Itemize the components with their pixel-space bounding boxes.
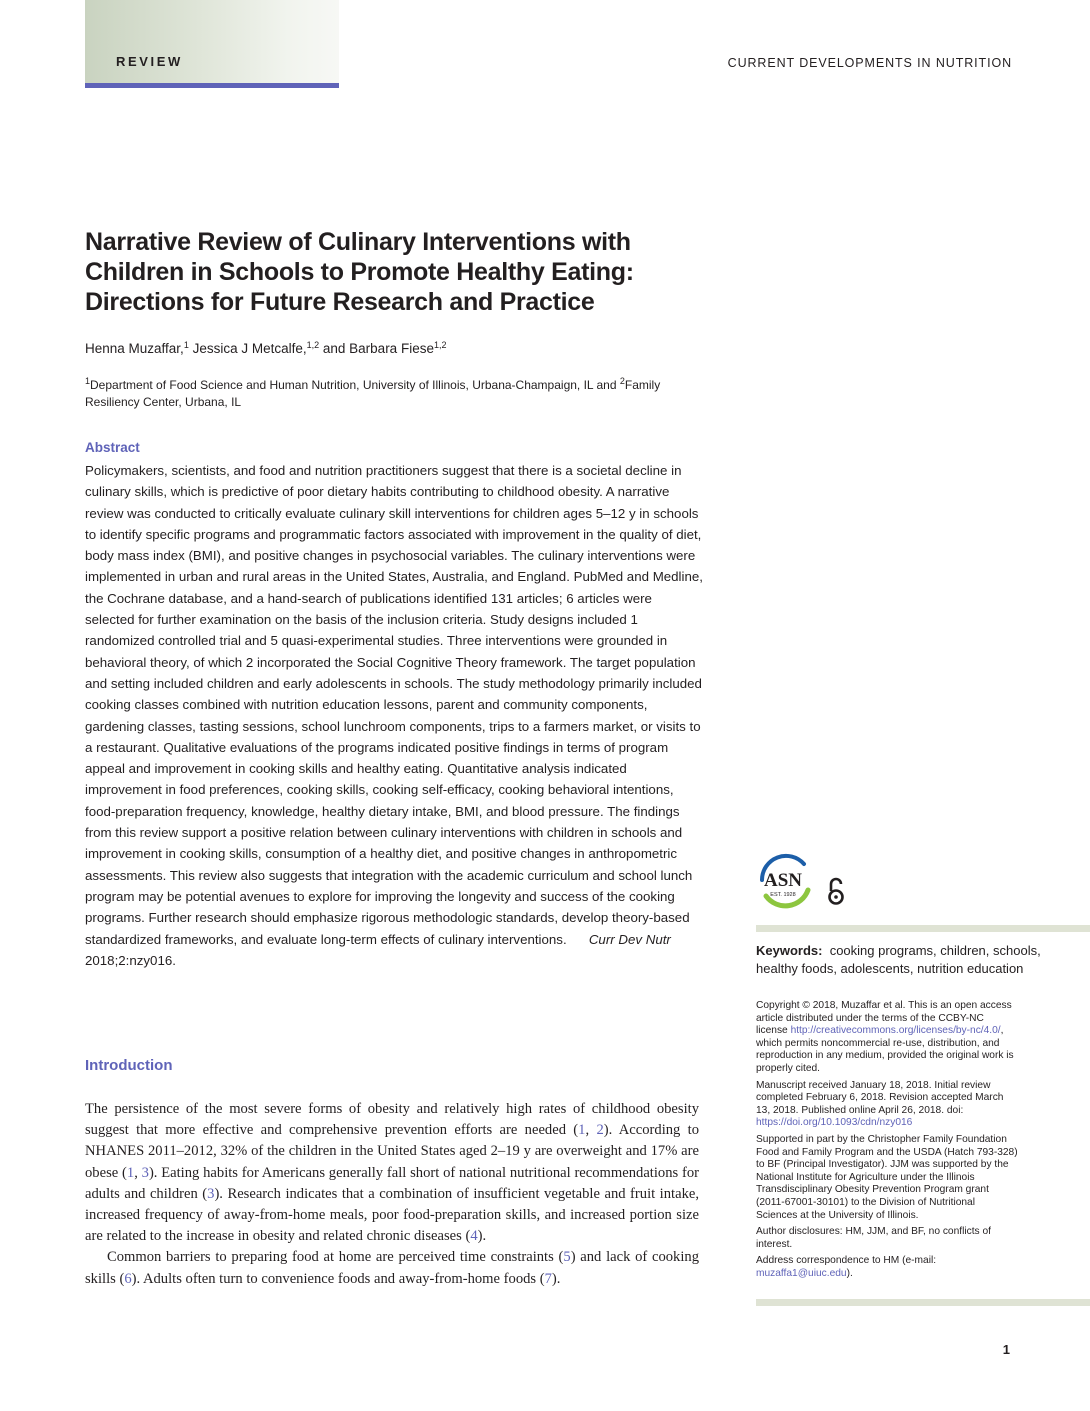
asn-logo — [756, 850, 876, 912]
affiliations — [85, 373, 705, 410]
affiliation-text: Family Resiliency Center, Urbana, IL — [85, 378, 661, 409]
publisher-logos — [756, 850, 876, 912]
copyright-text: Copyright © 2018, Muzaffar et al. This is an open access article distributed under the terms of the CCBY-NC license — [756, 1000, 1012, 1037]
section-tab — [85, 0, 339, 83]
author-name: Jessica J Metcalfe, — [188, 341, 307, 356]
reference-link[interactable]: 3 — [207, 1185, 215, 1202]
journal-name: CURRENT DEVELOPMENTS IN NUTRITION — [727, 56, 1012, 70]
article-notes — [756, 1000, 1018, 1284]
introduction-body — [85, 1099, 699, 1290]
reference-link[interactable]: 1 — [126, 1164, 135, 1181]
abstract-paragraph: Policymakers, scientists, and food and nutrition practitioners suggest that there is a societal decline in culinary skills, which is predictive of poor dietary habits contributing to childhood obesity. A narrative review was conducted to critically evaluate culinary skill interventions for children ages 5–12 y in schools to identify specific programs and programmatic factors associated with improvement in the quality of diet, body mass index (BMI), and positive changes in psychosocial variables. The culinary interventions were implemented in urban and rural areas in the United States, Australia, and England. PubMed and Medline, the Cochrane database, and a hand-search of publications identified 131 articles; 6 articles were selected for further examination on the basis of the inclusion criteria. Study designs included 1 randomized controlled trial and 5 quasi-experimental studies. Three interventions were grounded in behavioral theory, of which 2 incorporated the Social Cognitive Theory framework. The target population and setting included children and early adolescents in schools. The study methodology primarily included cooking classes combined with nutrition education lessons, parent and community components, gardening classes, tasting sessions, school lunchroom components, trips to a farmers market, or visits to a restaurant. Qualitative evaluations of the programs indicated positive findings in terms of program appeal and improvement in cooking skills and healthy eating. Quantitative analysis indicated improvement in food preferences, cooking skills, cooking self-efficacy, cooking behavioral intentions, food-preparation frequency, knowledge, healthy dietary intake, BMI, and blood pressure. The findings from this review support a positive relation between culinary interventions with children in schools and improvement in cooking skills, consumption of a healthy diet, and positive changes in anthropometric assessments. This review also suggests that integration with the academic curriculum and school lunch program may be potential avenues to explore for improving the longevity and success of the cooking programs. Further research should emphasize rigorous methodologic standards, develop theory-based standardized frameworks, and evaluate long-term effects of culinary interventions. — [85, 463, 703, 947]
disclosures-note: Author disclosures: HM, JJM, and BF, no conflicts of interest. — [756, 1226, 991, 1250]
introduction-text: ). According to NHANES 2011–2012, 32% of the children in the United States aged 2–19 y are overweight and 17% are obese ( — [85, 1122, 700, 1181]
funding-note: Supported in part by the Christopher Family Foundation Food and Family Program and the USDA (Hatch 793-328) to BF (Principal Investigator). JJM was supported by the National Institute for Agriculture under the Illinois Transdisciplinary Obesity Prevention Program grant (2011-67001-30101) to the Division of Nutritional Sciences at the University of Illinois. — [756, 1133, 1018, 1221]
asn-logo-subtext: EST. 1928 — [770, 892, 796, 898]
reference-link[interactable]: 1 — [578, 1122, 586, 1139]
author-name: and Barbara Fiese — [319, 341, 434, 356]
copyright-note — [756, 1000, 1018, 1076]
article-title: Narrative Review of Culinary Interventions with Children in Schools to Promote Healthy Eating: Directions for Future Research and Practice — [85, 228, 634, 316]
keywords-list: cooking programs, children, schools, healthy foods, adolescents, nutrition education — [756, 943, 1041, 976]
reference-link[interactable]: 4 — [470, 1228, 478, 1245]
reference-link[interactable]: 6 — [124, 1270, 132, 1287]
correspondence-tail: ). — [846, 1267, 853, 1279]
introduction-text: ). — [477, 1228, 487, 1245]
keywords — [756, 942, 1046, 977]
reference-link[interactable]: 7 — [544, 1270, 552, 1287]
introduction-heading: Introduction — [85, 1057, 173, 1074]
sidebar-divider — [756, 925, 1090, 932]
manuscript-history — [756, 1080, 1018, 1130]
copyright-tail: , which permits noncommercial re-use, distribution, and reproduction in any medium, provided the original work is properly cited. — [756, 1025, 1014, 1074]
author-affiliation-marker: 1,2 — [306, 340, 320, 350]
introduction-text: ). Adults often turn to convenience foods and away-from-home foods ( — [131, 1270, 545, 1287]
reference-link[interactable]: 3 — [141, 1164, 149, 1181]
introduction-text: Common barriers to preparing food at home are perceived time constraints ( — [107, 1249, 564, 1266]
manuscript-text: Manuscript received January 18, 2018. Initial review completed February 6, 2018. Revision accepted March 13, 2018. Published online April 26, 2018. doi: — [756, 1079, 1004, 1116]
introduction-text: ). — [551, 1270, 561, 1287]
citation-details: 2018;2:nzy016. — [85, 952, 176, 968]
section-label: REVIEW — [116, 54, 183, 69]
affiliation-marker: 1 — [85, 376, 91, 386]
reference-link[interactable]: 2 — [596, 1122, 604, 1139]
affiliation-text: Department of Food Science and Human Nutrition, University of Illinois, Urbana-Champaign, IL and — [90, 378, 620, 392]
abstract-text — [85, 460, 705, 971]
introduction-text: The persistence of the most severe forms of obesity and relatively high rates of childhood obesity suggest that more effective and comprehensive prevention efforts are needed ( — [85, 1101, 699, 1139]
abstract-heading: Abstract — [85, 440, 140, 455]
introduction-text: ). Research indicates that a combination of insufficient vegetable and fruit intake, increased frequency of away-from-home meals, poor food-preparation skills, and increased portion size are related to the increase in obesity and related chronic diseases ( — [85, 1185, 699, 1245]
author-affiliation-marker: 1,2 — [433, 340, 447, 350]
asn-logo-text: ASN — [763, 870, 803, 891]
email-link[interactable]: muzaffa1@uiuc.edu — [756, 1267, 847, 1279]
author-affiliation-marker: 1 — [183, 340, 189, 350]
open-access-icon — [830, 879, 843, 904]
page-number: 1 — [1002, 1342, 1010, 1357]
citation-journal: Curr Dev Nutr — [588, 931, 671, 947]
author-list — [85, 340, 446, 356]
section-tab-underline — [85, 83, 339, 88]
author-name: Henna Muzaffar, — [85, 341, 184, 356]
license-link[interactable]: http://creativecommons.org/licenses/by-nc/4.0/ — [790, 1025, 1001, 1037]
sidebar-divider — [756, 1299, 1090, 1306]
introduction-text: , — [134, 1164, 142, 1181]
reference-link[interactable]: 5 — [563, 1249, 571, 1266]
introduction-text: ). Eating habits for Americans generally fall short of national nutritional recommendations for adults and children ( — [85, 1164, 699, 1202]
keywords-label: Keywords: — [756, 943, 823, 958]
doi-link[interactable]: https://doi.org/10.1093/cdn/nzy016 — [756, 1117, 913, 1129]
correspondence-note — [756, 1255, 1018, 1280]
affiliation-marker: 2 — [619, 376, 625, 386]
introduction-text: ) and lack of cooking skills ( — [85, 1249, 699, 1287]
introduction-text: , — [585, 1122, 597, 1139]
introduction-paragraph — [85, 1247, 699, 1289]
introduction-paragraph — [85, 1099, 699, 1247]
correspondence-text: Address correspondence to HM (e-mail: — [756, 1255, 937, 1267]
